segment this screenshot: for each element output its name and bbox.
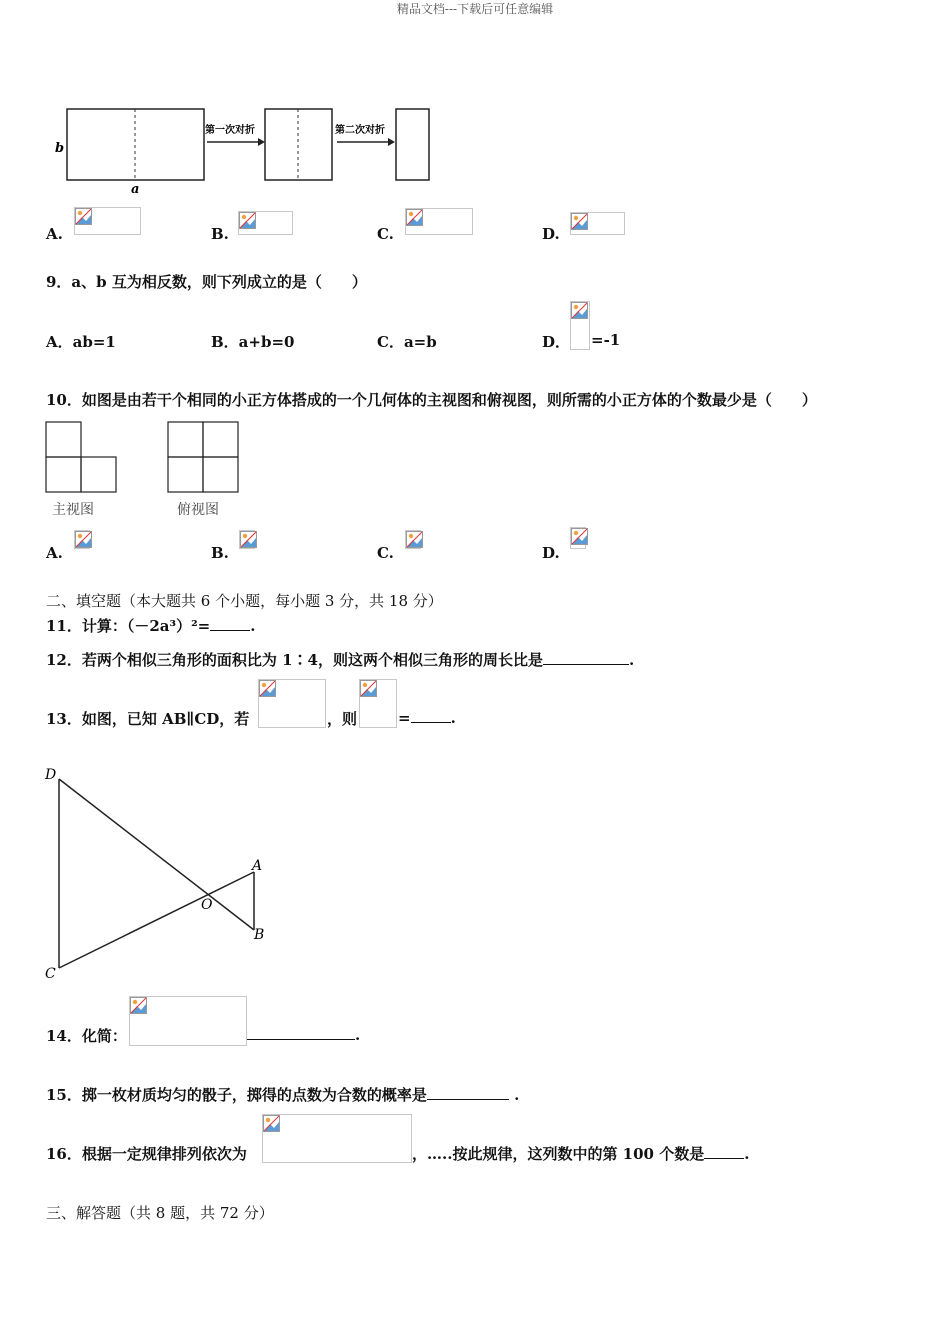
broken-image-icon [360,680,377,697]
broken-image-icon [240,531,257,548]
q16-sequence-image [262,1114,412,1163]
q16-answer-blank [704,1144,744,1159]
broken-image-icon [259,680,276,697]
arrow-1-head [258,138,265,146]
q12-suffix: . [628,651,635,669]
paper-rect-3 [396,109,429,180]
q12-text: 12．若两个相似三角形的面积比为 1∶4，则这两个相似三角形的周长比是 [46,651,543,669]
q8-option-a-image [74,207,141,235]
broken-image-icon [239,212,256,229]
label-b: b [55,141,65,156]
q10-option-c-image [405,530,421,549]
point-a-label: A [252,858,263,874]
q13 [398,708,456,727]
triangle-figure [40,760,280,985]
broken-image-icon [571,528,588,545]
q8-option-c-image [405,208,473,235]
q14-suffix: . [355,1026,361,1044]
q8-option-b-label: B. [211,225,229,243]
q16-prefix: 16．根据一定规律排列依次为 [46,1145,247,1163]
q9-option-d-image [570,301,590,350]
q14-prefix: 14．化简： [46,1027,127,1045]
point-o-label: O [201,897,213,913]
point-d-label: D [45,767,57,783]
broken-image-icon [263,1115,280,1132]
paper-fold-figure [50,100,440,200]
broken-image-icon [571,302,588,319]
q10-option-d-image [570,527,586,549]
q8-option-d-image [570,212,625,235]
q11 [46,615,255,636]
q13-eq: = [398,709,411,727]
q9-option-c: C．a=b [377,333,437,351]
q13-condition-image [258,679,326,728]
q9-option-a: A．ab=1 [46,333,116,351]
q15-answer-blank [427,1085,509,1100]
q9-option-d-suffix: =-1 [591,331,621,349]
q8-option-b-image [238,211,293,235]
q9-option-d: D． [542,333,571,351]
broken-image-icon [571,213,588,230]
q15-suffix: . [508,1086,520,1104]
second-fold-label: 第二次对折 [335,125,385,136]
q16 [412,1143,749,1164]
q8-option-a-label: A. [46,225,63,243]
q15-text: 15．掷一枚材质均匀的骰子，掷得的点数为合数的概率是 [46,1086,427,1104]
q10-option-c-label: C. [377,544,394,562]
q13-prefix: 13．如图，已知 AB∥CD，若 [46,710,250,728]
q13-suffix: . [450,709,456,727]
q15 [46,1084,519,1105]
q10-option-b-image [239,530,255,549]
broken-image-icon [75,531,92,548]
first-fold-label: 第一次对折 [205,125,255,136]
point-c-label: C [45,966,56,982]
q11-prefix: 11．计算：（－2a³）²= [46,617,211,635]
broken-image-icon [130,997,147,1014]
q14-answer-blank [247,1025,355,1040]
q9-option-b: B．a+b=0 [211,333,295,351]
q11-answer-blank [210,616,250,631]
q14-answer [247,1025,360,1044]
q14-expression-image [129,996,247,1046]
q10-option-a-label: A. [46,544,63,562]
broken-image-icon [406,531,423,548]
broken-image-icon [406,209,423,226]
front-view-label: 主视图 [52,502,94,518]
point-b-label: B [254,927,265,943]
q13-answer-blank [411,708,451,723]
top-view-label: 俯视图 [177,502,219,518]
q12-answer-blank [543,650,629,665]
q10-text: 10．如图是由若干个相同的小正方体搭成的一个几何体的主视图和俯视图，则所需的小正方体的个数最少是（ ） [46,391,817,409]
three-view-figure [40,416,250,524]
q10-option-b-label: B. [211,544,229,562]
broken-image-icon [75,208,92,225]
section-2-heading: 二、填空题（本大题共 6 个小题，每小题 3 分，共 18 分） [46,592,443,610]
q8-option-c-label: C. [377,225,394,243]
q10-option-a-image [74,530,90,549]
q16-mid: ，…..按此规律，这列数中的第 100 个数是 [412,1145,705,1163]
q13-ratio-image [359,679,397,728]
q8-option-d-label: D. [542,225,560,243]
q11-suffix: . [250,617,256,635]
arrow-2-head [388,138,395,146]
label-a: a [131,182,140,197]
q16-suffix: . [744,1145,750,1163]
q10-option-d-label: D. [542,544,560,562]
section-3-heading: 三、解答题（共 8 题，共 72 分） [46,1204,274,1222]
q12 [46,649,634,670]
page-header: 精品文档---下载后可任意编辑 [396,2,554,16]
q9-text: 9．a、b 互为相反数，则下列成立的是（ ） [46,273,367,291]
q13-mid: ，则 [327,710,358,728]
